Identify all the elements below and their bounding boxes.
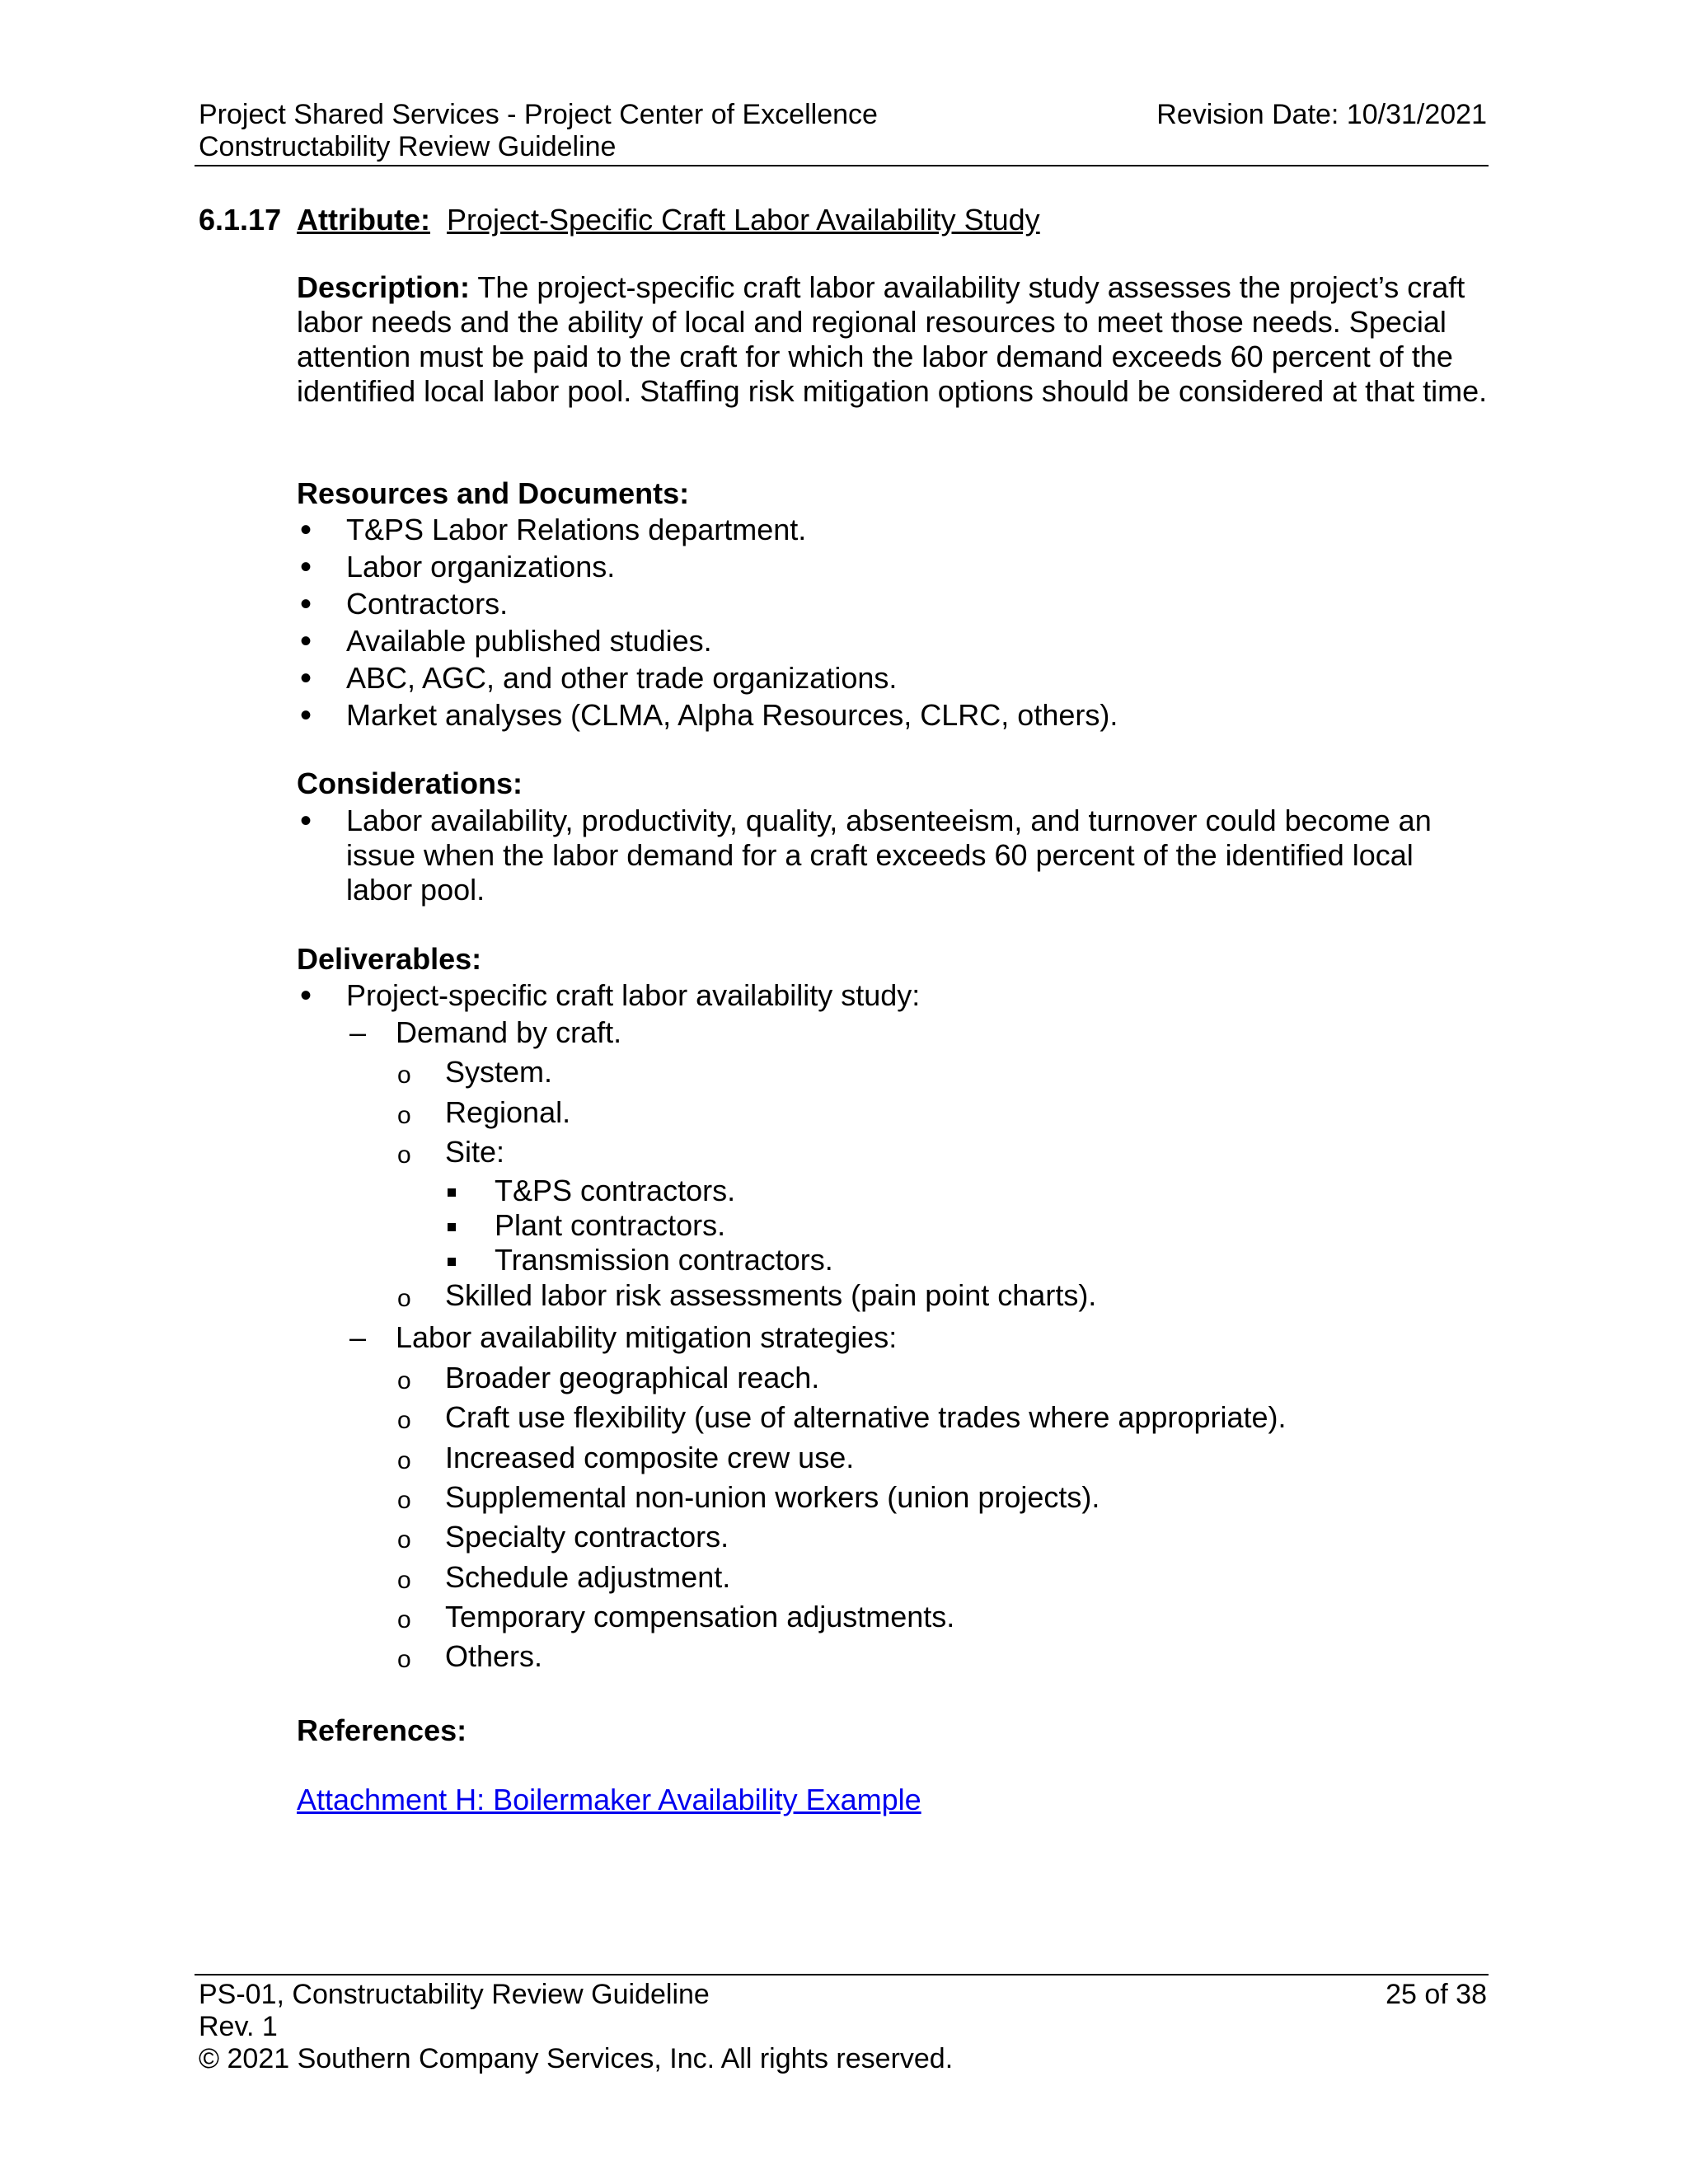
list-item: Project-specific craft labor availability study:: [346, 978, 921, 1012]
dash-icon: –: [349, 1320, 367, 1354]
section-title: Project-Specific Craft Labor Availability Study: [446, 203, 1040, 237]
bullet-icon: •: [300, 697, 312, 733]
header-doc-title: Constructability Review Guideline: [199, 131, 617, 162]
bullet-icon: •: [300, 660, 312, 696]
bullet-icon: •: [300, 512, 312, 548]
list-item: Specialty contractors.: [445, 1520, 729, 1554]
list-item: System.: [445, 1055, 553, 1089]
list-item: Regional.: [445, 1095, 571, 1129]
square-bullet-icon: [448, 1174, 456, 1208]
list-item: Demand by craft.: [396, 1015, 622, 1049]
list-item: Transmission contractors.: [495, 1243, 833, 1277]
circle-bullet-icon: o: [397, 1285, 411, 1312]
list-item: T&PS contractors.: [495, 1174, 736, 1207]
list-item: Craft use flexibility (use of alternative trades where appropriate).: [445, 1400, 1287, 1434]
header-org: Project Shared Services - Project Center of Excellence: [199, 99, 878, 130]
list-item: Increased composite crew use.: [445, 1441, 855, 1474]
circle-bullet-icon: o: [397, 1567, 411, 1594]
circle-bullet-icon: o: [397, 1487, 411, 1514]
section-heading: [199, 203, 1040, 237]
list-item: Others.: [445, 1639, 543, 1673]
bullet-icon: •: [300, 977, 312, 1014]
header-line-1: [199, 99, 1487, 131]
bullet-icon: •: [300, 549, 312, 585]
footer-revision: Rev. 1: [199, 2011, 278, 2042]
list-item: Market analyses (CLMA, Alpha Resources, CLRC, others).: [346, 698, 1118, 732]
footer-doc-id: PS-01, Constructability Review Guideline: [199, 1979, 710, 2010]
header-line-2: [199, 131, 1487, 163]
list-item: Labor availability, productivity, quality, absenteeism, and turnover could become an issue when the labor demand for a craft exceeds 60 percent of the identified local labor pool.: [346, 804, 1432, 907]
list-item: Supplemental non-union workers (union projects).: [445, 1480, 1100, 1514]
dash-icon: –: [349, 1015, 367, 1049]
revision-date: Revision Date: 10/31/2021: [1156, 99, 1487, 130]
circle-bullet-icon: o: [397, 1407, 411, 1434]
circle-bullet-icon: o: [397, 1062, 411, 1089]
list-item: Labor availability mitigation strategies:: [396, 1320, 898, 1354]
attachment-h-link[interactable]: Attachment H: Boilermaker Availability Example: [297, 1783, 921, 1816]
circle-bullet-icon: o: [397, 1447, 411, 1474]
header-divider: [195, 165, 1489, 166]
list-item: Broader geographical reach.: [445, 1361, 820, 1394]
footer-line-1: [199, 1979, 1487, 2011]
section-number: 6.1.17: [199, 203, 282, 237]
list-item: T&PS Labor Relations department.: [346, 513, 807, 546]
page-number: 25 of 38: [1386, 1979, 1487, 2010]
description-text: The project-specific craft labor availability study assesses the project’s craft labor needs and the ability of local and regional resources to meet those needs. Special attention must be paid to the craft for which the labor demand exceeds 60 percent of the identified local labor pool. Staffing risk mitigation options should be considered at that time.: [297, 270, 1488, 408]
bullet-icon: •: [300, 586, 312, 622]
references-heading: References:: [297, 1713, 467, 1747]
list-item: Contractors.: [346, 587, 509, 621]
resources-heading: Resources and Documents:: [297, 476, 690, 510]
description-paragraph: [297, 270, 1492, 409]
list-item: Skilled labor risk assessments (pain point charts).: [445, 1278, 1097, 1312]
circle-bullet-icon: o: [397, 1367, 411, 1394]
description-label: Description:: [297, 270, 471, 304]
square-bullet-icon: [448, 1243, 456, 1277]
bullet-icon: •: [300, 803, 312, 839]
deliverables-heading: Deliverables:: [297, 942, 482, 976]
considerations-heading: Considerations:: [297, 766, 523, 800]
circle-bullet-icon: o: [397, 1646, 411, 1673]
list-item: Plant contractors.: [495, 1208, 726, 1242]
list-item: Labor organizations.: [346, 550, 616, 583]
circle-bullet-icon: o: [397, 1102, 411, 1129]
circle-bullet-icon: o: [397, 1141, 411, 1169]
bullet-icon: •: [300, 623, 312, 659]
footer-divider: [195, 1974, 1489, 1975]
circle-bullet-icon: o: [397, 1606, 411, 1633]
list-item: Temporary compensation adjustments.: [445, 1600, 955, 1633]
list-item: Site:: [445, 1135, 505, 1169]
list-item: Schedule adjustment.: [445, 1560, 731, 1594]
list-item: Available published studies.: [346, 624, 712, 658]
square-bullet-icon: [448, 1208, 456, 1243]
attribute-label: Attribute:: [297, 203, 430, 237]
circle-bullet-icon: o: [397, 1526, 411, 1554]
list-item: ABC, AGC, and other trade organizations.: [346, 661, 898, 695]
footer-copyright: © 2021 Southern Company Services, Inc. All rights reserved.: [199, 2043, 954, 2074]
